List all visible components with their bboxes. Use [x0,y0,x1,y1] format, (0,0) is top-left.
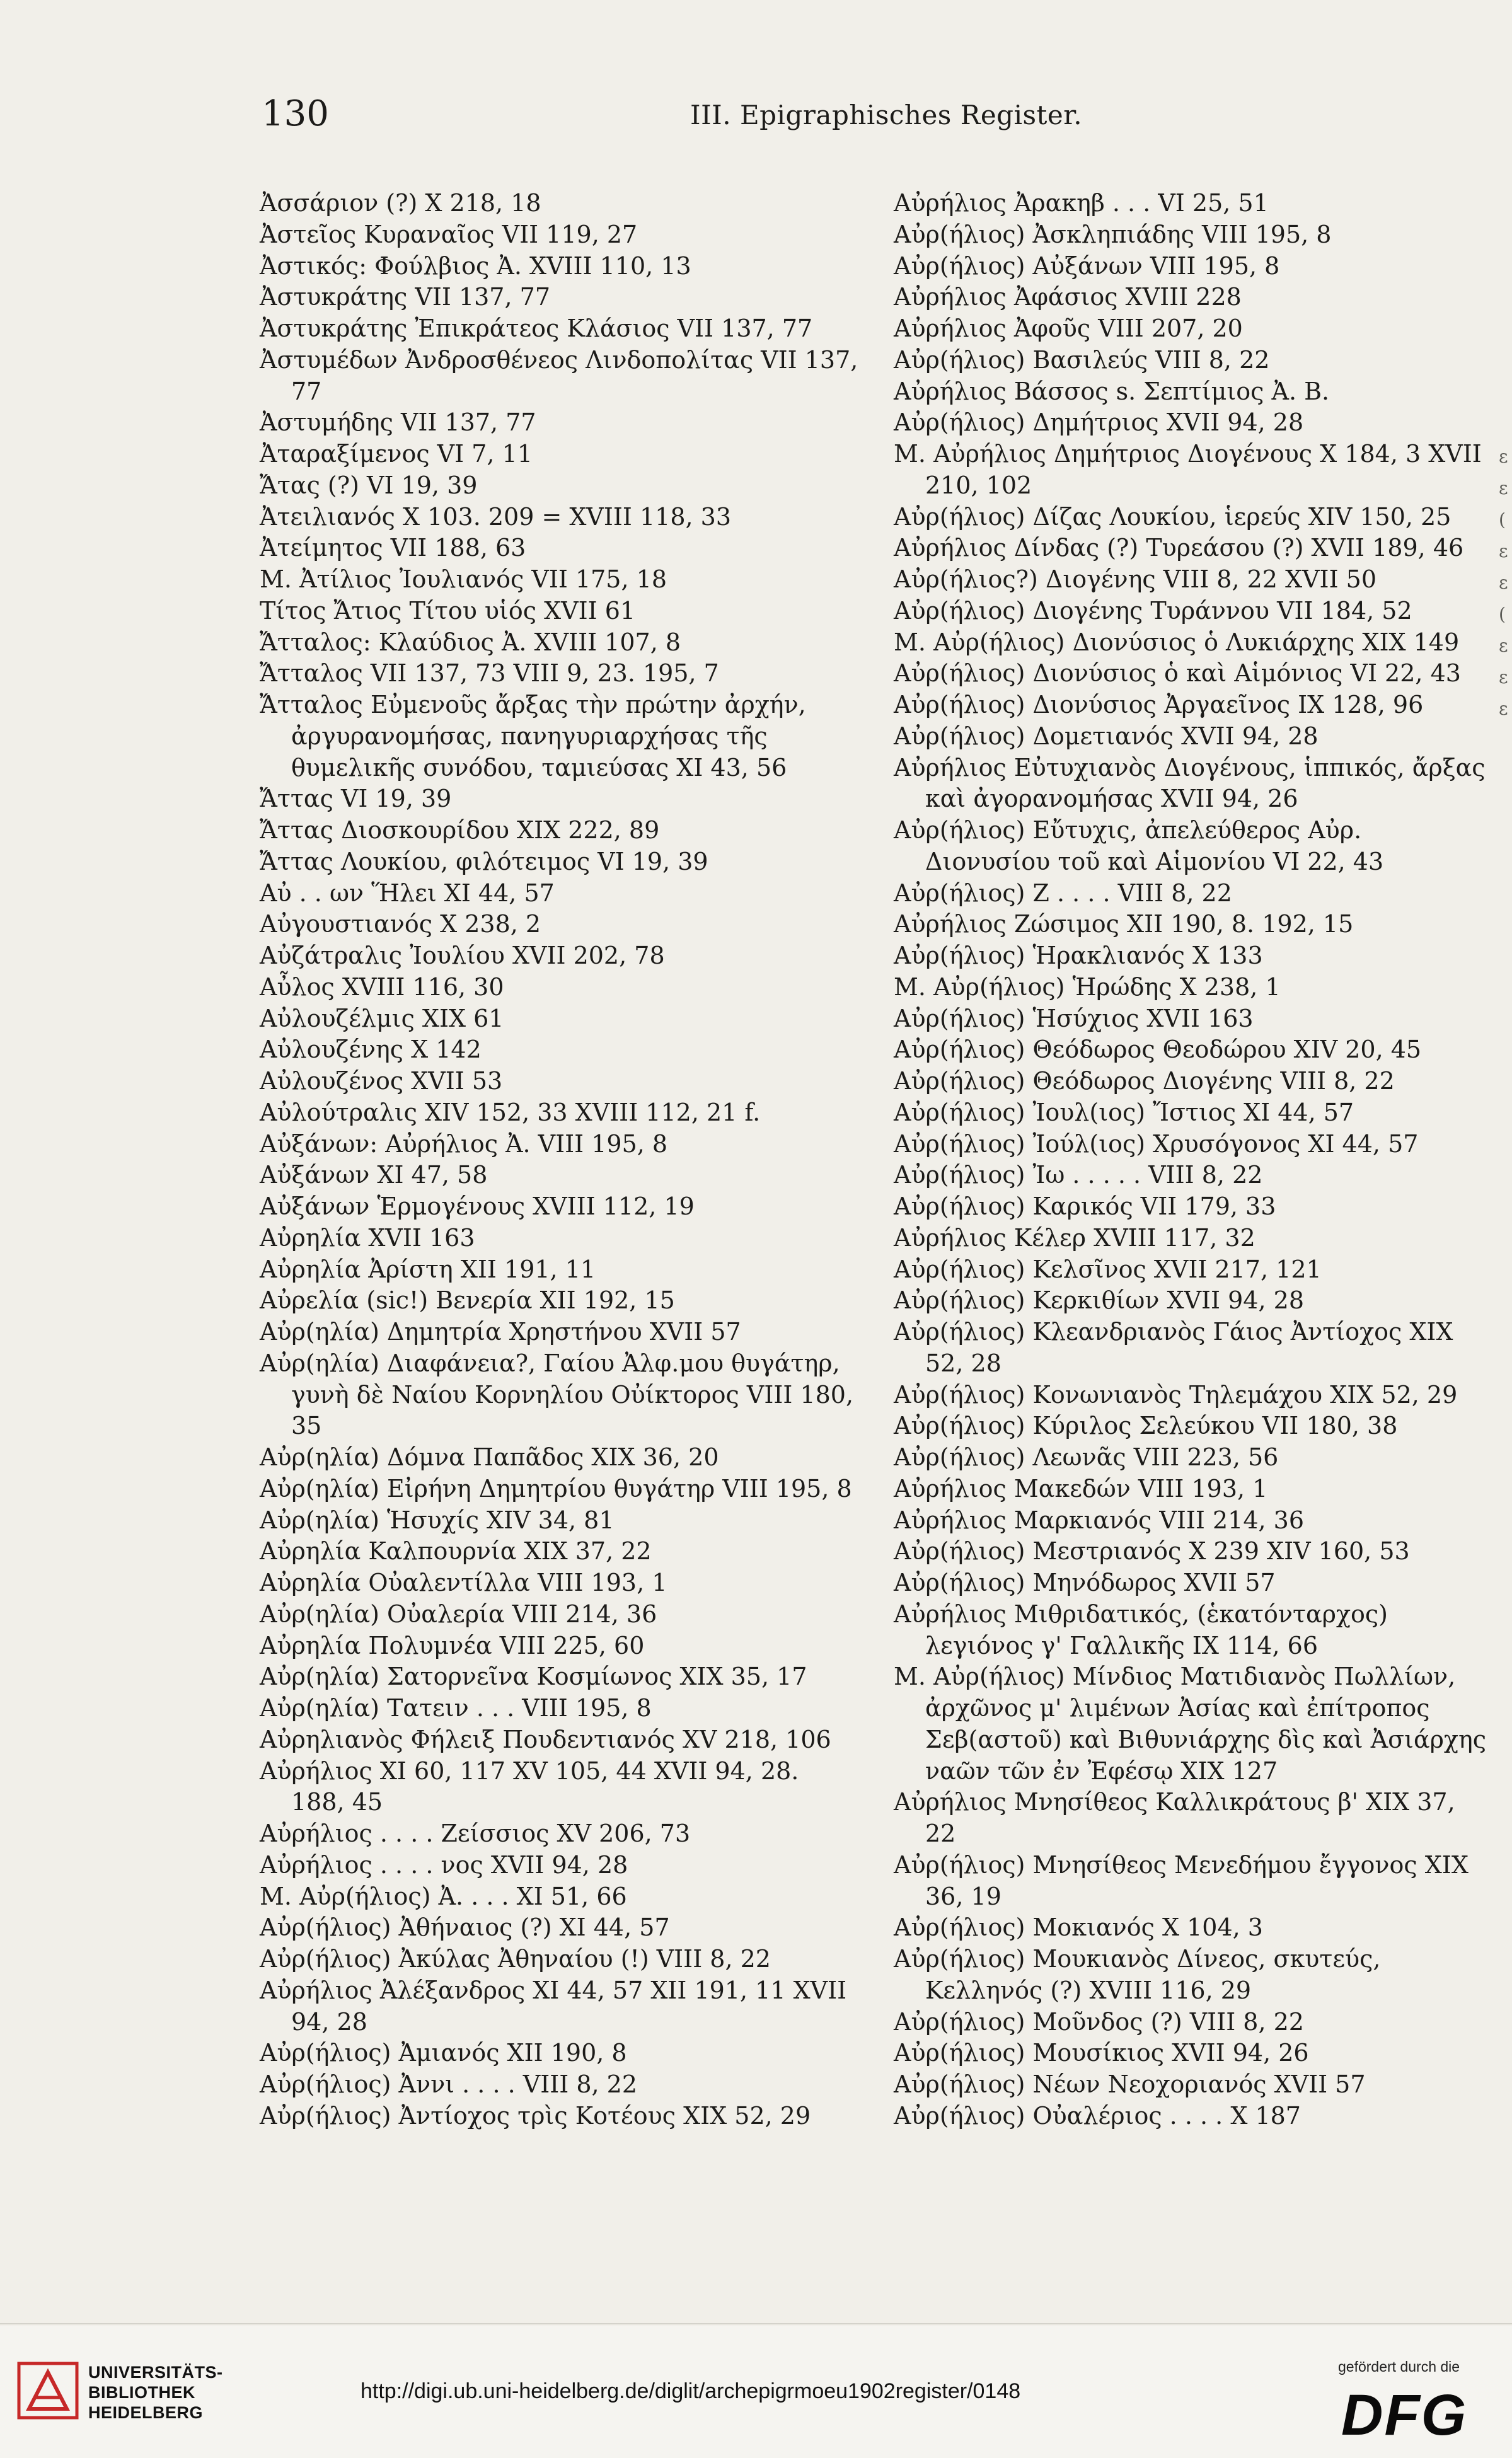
index-entry: Αὐρ(ήλιος) Οὐαλέριος . . . . X 187 [894,2101,1301,2130]
index-entry: Μ. Αὐρήλιος Δημήτριος Διογένους X 184, 3 XVII 210, 102 [894,440,1482,499]
index-entry: Αὐρελία (sic!) Βενερία XII 192, 15 [260,1286,675,1315]
page-number: 130 [262,93,329,134]
index-entry: Αὐρ(ήλιος) Κλεανδριανὸς Γάιος Ἀντίοχος XIX 52, 28 [894,1318,1453,1377]
edge-mark: ε [1499,572,1508,593]
index-entry: Αὐρήλιος . . . . Ζείσσιος XV 206, 73 [260,1820,691,1847]
index-entry: Αὐρ(ηλία) Ἡσυχίς XIV 34, 81 [260,1506,615,1534]
index-entry: Αὐλουζένος XVII 53 [260,1067,503,1095]
index-entry: Αὐρ(ήλιος) Ἀννι . . . . VIII 8, 22 [260,2070,638,2098]
index-entry: Αὐρ(ηλία) Οὐαλερία VIII 214, 36 [260,1600,657,1628]
index-entry: Αὐξάνων: Αὐρήλιος Ἀ. VIII 195, 8 [260,1129,668,1158]
index-entry: Ἄτταλος VII 137, 73 VIII 9, 23. 195, 7 [260,659,719,688]
index-entry: Αὐρ(ήλιος) Αὐξάνων VIII 195, 8 [894,251,1280,280]
index-entry: Αὐρ(ήλιος) Μηνόδωρος XVII 57 [894,1569,1276,1596]
index-entry: Ἀτειλιανός X 103. 209 = XVIII 118, 33 [260,502,732,531]
index-entry: Αὐρηλία Οὐαλεντίλλα VIII 193, 1 [260,1569,667,1596]
edge-mark: ( [1499,509,1506,530]
index-entry: Αὐρήλιος XI 60, 117 XV 105, 44 XVII 94, 28. 188, 45 [260,1757,799,1816]
source-url-link[interactable]: http://digi.ub.uni-heidelberg.de/diglit/archepigrmoeu1902register/0148 [361,2379,1021,2403]
index-entry: Αὐλουζέλμις XIX 61 [260,1004,504,1032]
index-entry: Ἀστυμέδων Ἀνδροσθένεος Λινδοπολίτας VII 137, 77 [260,345,858,405]
index-column-left [260,188,858,2132]
index-entry: Αὐρ(ηλία) Σατορνεῖνα Κοσμίωνος XIX 35, 17 [260,1663,807,1691]
index-entry: Μ. Αὐρ(ήλιος) Μίνδιος Ματιδιανὸς Πωλλίων, ἀρχῶνος μ' λιμένων Ἀσίας καὶ ἐπίτροπος Σεβ(αστοῦ) καὶ Βιθυνιάρχης δὶς καὶ Ἀσιάρχης ναῶν τῶν ἐν Ἐφέσῳ XIX 127 [894,1663,1487,1785]
index-entry: Αὐρ(ήλιος) Ἀσκληπιάδης VIII 195, 8 [894,220,1332,248]
index-entry: Αὐρηλία Καλπουρνία XIX 37, 22 [260,1537,652,1566]
index-entry: Αὐρ(ήλιος) Βασιλεύς VIII 8, 22 [894,345,1270,374]
index-entry: Αὐρ(ήλιος) Καρικός VII 179, 33 [894,1192,1276,1220]
index-entry: Μ. Αὐρ(ήλιος) Ἡρώδης X 238, 1 [894,972,1281,1001]
index-entry: Μ. Αὐρ(ήλιος) Διονύσιος ὁ Λυκιάρχης XIX 149 [894,628,1460,656]
index-entry: Αὐρήλιος Ζώσιμος XII 190, 8. 192, 15 [894,910,1354,938]
index-entry: Αὐρ(ήλιος) Διονύσιος Ἀργαεῖνος IX 128, 96 [894,691,1424,718]
index-entry: Αὐρ(ηλία) Τατειν . . . VIII 195, 8 [260,1694,652,1722]
index-entry: Αὐρ(ήλιος) Λεωνᾶς VIII 223, 56 [894,1443,1279,1471]
index-entry: Αὐρηλία XVII 163 [260,1223,475,1252]
index-entry: Ἄττας VI 19, 39 [260,785,452,813]
index-entry: Αὐρ(ήλιος) Μεστριανός X 239 XIV 160, 53 [894,1537,1410,1566]
running-title: III. Epigraphisches Register. [690,100,1083,130]
index-entry: Αὐρ(ήλιος) Ἰούλ(ιος) Χρυσόγονος XI 44, 57 [894,1129,1419,1158]
library-name [88,2362,223,2423]
edge-mark: ε [1499,698,1508,719]
edge-mark: ( [1499,604,1506,625]
index-entry: Ἄτταλος Εὐμενοῦς ἄρξας τὴν πρώτην ἀρχήν, ἀργυρανομήσας, πανηγυριαρχήσας τῆς θυμελικῆς συνόδου, ταμιεύσας XI 43, 56 [260,691,806,782]
index-entry: Αὐρήλιος Βάσσος s. Σεπτίμιος Ἀ. Β. [894,377,1330,405]
index-entry: Ἀταραξίμενος VI 7, 11 [260,440,533,468]
edge-mark: ε [1499,478,1508,499]
index-entry: Αὐρ(ήλιος) Δίζας Λουκίου, ἱερεύς XIV 150, 25 [894,502,1451,531]
index-entry: Αὐρ(ηλία) Δόμνα Παπᾶδος XIX 36, 20 [260,1443,719,1471]
index-entry: Αὐρ(ήλιος) Δημήτριος XVII 94, 28 [894,408,1304,437]
index-column-right [894,188,1492,2132]
index-entry: Αὐρ(ήλιος) Κονωνιανὸς Τηλεμάχου XIX 52, 29 [894,1380,1458,1409]
index-entry: Αὖλος XVIII 116, 30 [260,972,504,1001]
library-name-line-2: BIBLIOTHEK [88,2383,195,2402]
index-entry: Αὐρ(ηλία) Δημητρία Χρηστήνου XVII 57 [260,1318,741,1346]
index-entry: Αὐ . . ων Ἥλει XI 44, 57 [260,879,555,907]
index-entry: Αὐρ(ήλιος) Θεόδωρος Θεοδώρου XIV 20, 45 [894,1036,1422,1064]
index-entry: Αὐρηλιανὸς Φήλειξ Πουδεντιανός XV 218, 106 [260,1725,831,1753]
index-entry: Αὐλούτραλις XIV 152, 33 XVIII 112, 21 f. [260,1098,761,1126]
index-entry: Αὐρ(ήλιος) Μνησίθεος Μενεδήμου ἔγγονος XIX 36, 19 [894,1850,1469,1910]
index-entry: Αὐρ(ήλιος) Ἀκύλας Ἀθηναίου (!) VIII 8, 22 [260,1945,771,1973]
index-entry: Αὐρ(ήλιος) Ἰω . . . . . VIII 8, 22 [894,1161,1263,1189]
index-entry: Ἀσσάριον (?) X 218, 18 [260,189,541,217]
index-entry: Αὐρ(ήλιος) Κερκιθίων XVII 94, 28 [894,1286,1304,1315]
index-entry: Αὐρ(ήλιος) Εὔτυχις, ἀπελεύθερος Αὐρ. Διονυσίου τοῦ καὶ Αἱμονίου VI 22, 43 [894,816,1384,875]
index-entry: Αὐρ(ήλιος) Ἀθήναιος (?) XI 44, 57 [260,1913,670,1942]
index-entry: Αὐρ(ήλιος) Μουσίκιος XVII 94, 26 [894,2039,1309,2067]
library-name-line-3: HEIDELBERG [88,2403,204,2422]
footer-divider [0,2323,1512,2324]
edge-mark: ε [1499,446,1508,467]
edge-mark: ε [1499,667,1508,688]
index-entry: Αὐρήλιος Ἀφάσιος XVIII 228 [894,283,1242,311]
index-entry: Αὐρ(ήλιος) Νέων Νεοχοριανός XVII 57 [894,2070,1366,2098]
index-entry: Αὐρ(ηλία) Διαφάνεια?, Γαίου Ἀλφ.μου θυγάτηρ, γυνὴ δὲ Ναίου Κορνηλίου Οὐίκτορος VIII 180, 35 [260,1349,854,1440]
index-entry: Αὐρ(ήλιος) Μουκιανὸς Δίνεος, σκυτεύς, Κελληνός (?) XVIII 116, 29 [894,1945,1381,2004]
index-entry: Ἀστικός: Φούλβιος Ἀ. XVIII 110, 13 [260,251,691,280]
index-entry: Ἀστεῖος Κυραναῖος VII 119, 27 [260,220,638,248]
index-entry: Ἀστυμήδης VII 137, 77 [260,408,536,437]
index-entry: Ἀστυκράτης VII 137, 77 [260,283,550,311]
index-entry: Αὐρ(ήλιος) Μοῦνδος (?) VIII 8, 22 [894,2007,1304,2036]
index-entry: Αὐρήλιος Ἀρακηβ . . . VI 25, 51 [894,189,1269,217]
index-entry: Αὐρ(ήλιος) Μοκιανός X 104, 3 [894,1913,1263,1942]
index-entry: Αὐρήλιος Μνησίθεος Καλλικράτους β' XIX 37, 22 [894,1788,1455,1847]
index-entry: Αὐρ(ήλιος) Κύριλος Σελεύκου VII 180, 38 [894,1412,1398,1440]
edge-mark: ε [1499,635,1508,656]
index-entry: Αὐρήλιος Ἀλέξανδρος XI 44, 57 XII 191, 11 XVII 94, 28 [260,1976,847,2036]
index-entry: Αὐρήλιος . . . . νος XVII 94, 28 [260,1850,628,1879]
index-entry: Αὐρηλία Πολυμνέα VIII 225, 60 [260,1631,645,1659]
index-entry: Μ. Ἀτίλιος Ἰουλιανός VII 175, 18 [260,565,667,593]
index-entry: Ἄττας Λουκίου, φιλότειμος VI 19, 39 [260,847,708,875]
index-entry: Αὐρήλιος Μιθριδατικός, (ἑκατόνταρχος) λεγιόνος γ' Γαλλικῆς IX 114, 66 [894,1600,1388,1659]
index-entry: Αὐρ(ήλιος) Ζ . . . . VIII 8, 22 [894,879,1232,907]
index-entry: Μ. Αὐρ(ήλιος) Ἀ. . . . XI 51, 66 [260,1882,627,1910]
index-entry: Ἀστυκράτης Ἐπικράτεος Κλάσιος VII 137, 77 [260,314,813,342]
index-entry: Αὐρήλιος Κέλερ XVIII 117, 32 [894,1223,1255,1252]
index-entry: Ἄττας Διοσκουρίδου XIX 222, 89 [260,816,660,844]
index-entry: Αὐρ(ήλιος?) Διογένης VIII 8, 22 XVII 50 [894,565,1377,593]
adjacent-page-edge-marks [1499,441,1509,725]
index-entry: Αὐρ(ηλία) Εἰρήνη Δημητρίου θυγάτηρ VIII 195, 8 [260,1474,852,1503]
library-name-line-1: UNIVERSITÄTS- [88,2363,223,2382]
index-entry: Αὐρ(ήλιος) Ἀμιανός XII 190, 8 [260,2039,627,2067]
index-entry: Αὐζάτραλις Ἰουλίου XVII 202, 78 [260,942,665,969]
index-entry: Αὐρήλιος Μακεδών VIII 193, 1 [894,1474,1268,1503]
index-entry: Τίτος Ἄτιος Τίτου υἱός XVII 61 [260,596,636,625]
index-entry: Αὐρήλιος Ἀφοῦς VIII 207, 20 [894,314,1243,342]
index-entry: Αὐρ(ήλιος) Ἰουλ(ιος) Ἴστιος XI 44, 57 [894,1098,1354,1126]
index-entry: Αὐρήλιος Μαρκιανός VIII 214, 36 [894,1506,1305,1534]
index-entry: Αὐρ(ήλιος) Διογένης Τυράννου VII 184, 52 [894,596,1412,625]
index-entry: Αὐρ(ήλιος) Ἀντίοχος τρὶς Κοτέους XIX 52, 29 [260,2101,811,2130]
edge-mark: ε [1499,541,1508,562]
index-entry: Αὐγουστιανός X 238, 2 [260,910,541,938]
index-entry: Αὐρ(ήλιος) Κελσῖνος XVII 217, 121 [894,1255,1322,1283]
index-entry: Αὐρ(ήλιος) Ἡσύχιος XVII 163 [894,1004,1254,1032]
index-entry: Αὐρ(ήλιος) Θεόδωρος Διογένης VIII 8, 22 [894,1067,1395,1095]
index-entry: Αὐρηλία Ἀρίστη XII 191, 11 [260,1255,596,1283]
index-entry: Αὐξάνων XI 47, 58 [260,1161,488,1189]
index-entry: Ἄτταλος: Κλαύδιος Ἀ. XVIII 107, 8 [260,628,681,656]
index-entry: Αὐρ(ήλιος) Διονύσιος ὁ καὶ Αἱμόνιος VI 22, 43 [894,659,1461,688]
index-entry: Αὐλουζένης X 142 [260,1036,482,1064]
university-library-logo-icon [16,2358,79,2421]
index-entry: Αὐρήλιος Δίνδας (?) Τυρεάσου (?) XVII 189, 46 [894,534,1464,562]
index-entry: Ἄτας (?) VI 19, 39 [260,471,478,499]
dfg-logo: DFG [1341,2383,1468,2447]
index-entry: Αὐρ(ήλιος) Δομετιανός XVII 94, 28 [894,722,1319,750]
index-entry: Αὐρήλιος Εὐτυχιανὸς Διογένους, ἱππικός, ἄρξας καὶ ἀγορανομήσας XVII 94, 26 [894,753,1486,813]
index-entry: Αὐρ(ήλιος) Ἡρακλιανός X 133 [894,942,1263,969]
index-entry: Ἀτείμητος VII 188, 63 [260,534,526,562]
index-entry: Αὐξάνων Ἑρμογένους XVIII 112, 19 [260,1192,695,1220]
funder-caption: gefördert durch die [1338,2358,1460,2375]
